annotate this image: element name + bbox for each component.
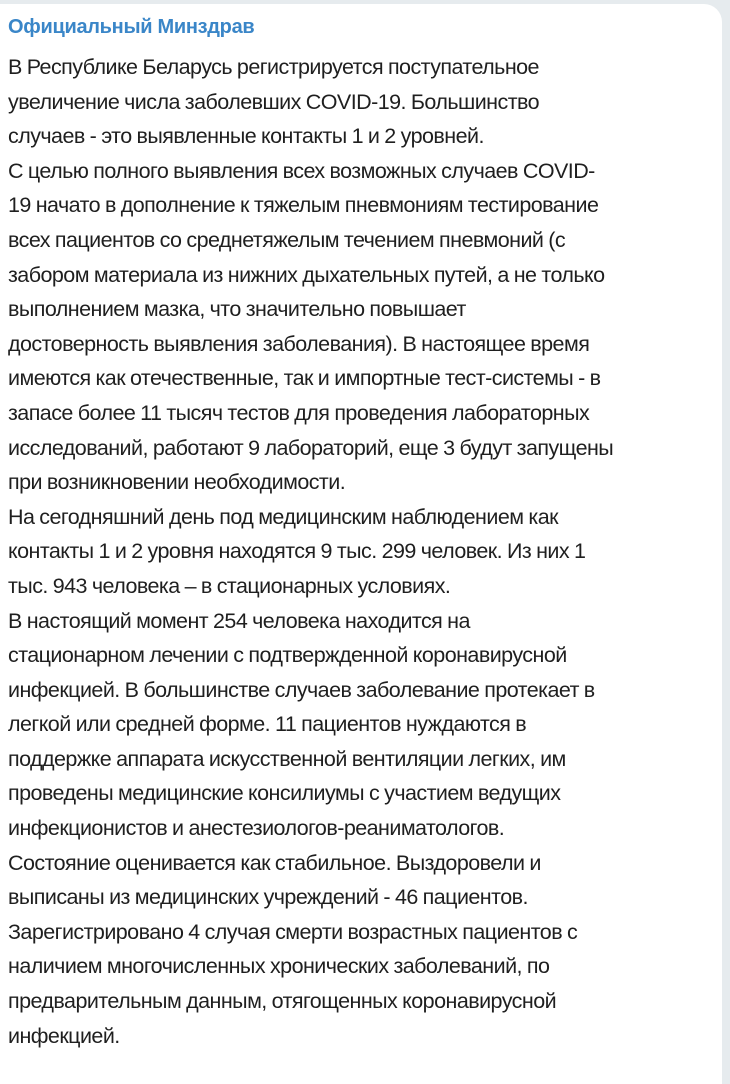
message-line: Зарегистрировано 4 случая смерти возрастных пациентов с <box>8 919 578 944</box>
message-line: наличием многочисленных хронических заболеваний, по <box>8 954 550 979</box>
message-line: выписаны из медицинских учреждений - 46 пациентов. <box>8 885 528 910</box>
message-text <box>8 50 722 1053</box>
message-line: стационарном лечении с подтвержденной коронавирусной <box>8 643 567 668</box>
message-line: увеличение числа заболевших COVID-19. Большинство <box>8 89 540 114</box>
message-line: при возникновении необходимости. <box>8 470 346 495</box>
message-line: контакты 1 и 2 уровня находятся 9 тыс. 299 человек. Из них 1 <box>8 539 586 564</box>
message-line: проведены медицинские консилиумы с участием ведущих <box>8 781 561 806</box>
message-line: предварительным данным, отягощенных коронавирусной <box>8 989 557 1014</box>
message-line: На сегодняшний день под медицинским наблюдением как <box>8 504 558 529</box>
message-line: С целью полного выявления всех возможных случаев COVID- <box>8 158 595 183</box>
message-line: достоверность выявления заболевания). В настоящее время <box>8 331 590 356</box>
message-line: выполнением мазка, что значительно повышает <box>8 297 466 322</box>
message-line: всех пациентов со среднетяжелым течением пневмоний (с <box>8 227 566 252</box>
message-line: инфекционистов и анестезиологов-реаниматологов. <box>8 816 505 841</box>
message-line: В Республике Беларусь регистрируется поступательное <box>8 55 539 79</box>
message-line: инфекцией. В большинстве случаев заболевание протекает в <box>8 677 595 702</box>
message-line: В настоящий момент 254 человека находится на <box>8 608 470 633</box>
message-line: легкой или средней форме. 11 пациентов нуждаются в <box>8 712 527 737</box>
message-line: запасе более 11 тысяч тестов для проведения лабораторных <box>8 400 590 425</box>
message-line: Состояние оценивается как стабильное. Выздоровели и <box>8 850 541 875</box>
message-line: 19 начато в дополнение к тяжелым пневмониям тестирование <box>8 193 599 218</box>
message-line: тыс. 943 человека – в стационарных условиях. <box>8 573 451 598</box>
message-line: имеются как отечественные, так и импортные тест-системы - в <box>8 366 601 391</box>
message-line: забором материала из нижних дыхательных путей, а не только <box>8 262 605 287</box>
message-bubble <box>0 4 722 1084</box>
sender-name[interactable]: Официальный Минздрав <box>8 16 255 38</box>
message-line: инфекцией. <box>8 1023 120 1048</box>
message-line: случаев - это выявленные контакты 1 и 2 уровней. <box>8 124 484 149</box>
message-line: исследований, работают 9 лабораторий, еще 3 будут запущены <box>8 435 614 460</box>
message-line: поддержке аппарата искусственной вентиляции легких, им <box>8 746 566 771</box>
